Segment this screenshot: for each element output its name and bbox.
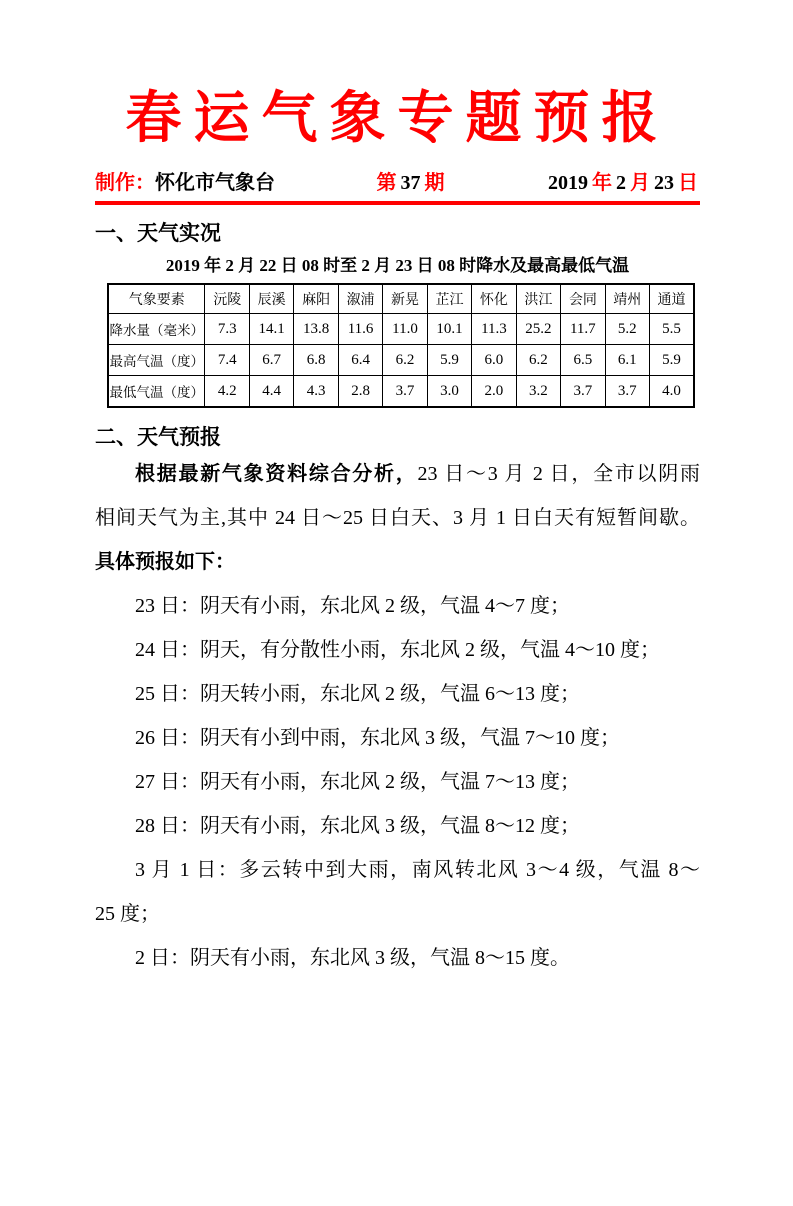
table-header-element: 气象要素 — [108, 284, 205, 314]
table-cell-value: 7.4 — [205, 345, 249, 376]
table-cell-value: 2.0 — [472, 376, 516, 408]
table-cell-value: 6.8 — [294, 345, 338, 376]
table-cell-value: 6.7 — [249, 345, 293, 376]
table-cell-value: 13.8 — [294, 314, 338, 345]
table-row-label: 最高气温（度） — [108, 345, 205, 376]
forecast-line-27: 27 日：阴天有小雨，东北风 2 级，气温 7～13 度； — [135, 771, 580, 793]
table-cell-value: 3.7 — [561, 376, 605, 408]
weather-table — [107, 283, 695, 408]
date-year: 2019 — [548, 172, 588, 194]
forecast-summary-line2: 相间天气为主,其中 24 日～25 日白天、3 月 1 日白天有短暂间歇。 — [95, 507, 700, 529]
table-cell-value: 14.1 — [249, 314, 293, 345]
table-cell-value: 5.9 — [650, 345, 694, 376]
table-cell-value: 11.7 — [561, 314, 605, 345]
issue-number — [375, 170, 447, 196]
forecast-line-25: 25 日：阴天转小雨，东北风 2 级，气温 6～13 度； — [135, 683, 580, 705]
forecast-line-mar1-b: 25 度； — [95, 903, 160, 925]
table-cell-value: 6.4 — [338, 345, 382, 376]
table-cell-value: 5.9 — [427, 345, 471, 376]
table-header-row — [108, 284, 694, 314]
table-cell-value: 7.3 — [205, 314, 249, 345]
table-header-station: 芷江 — [427, 284, 471, 314]
table-row — [108, 345, 694, 376]
table-cell-value: 11.3 — [472, 314, 516, 345]
table-cell-value: 3.7 — [605, 376, 649, 408]
table-cell-value: 6.2 — [516, 345, 560, 376]
table-cell-value: 10.1 — [427, 314, 471, 345]
issue-value: 37 — [400, 172, 421, 194]
table-cell-value: 6.0 — [472, 345, 516, 376]
forecast-line-24: 24 日：阴天，有分散性小雨，东北风 2 级，气温 4～10 度； — [135, 639, 660, 661]
table-cell-value: 25.2 — [516, 314, 560, 345]
table-header-station: 会同 — [561, 284, 605, 314]
forecast-summary-lead: 根据最新气象资料综合分析， — [135, 463, 418, 485]
table-cell-value: 4.4 — [249, 376, 293, 408]
date-day-unit: 日 — [678, 172, 698, 194]
date-month-unit: 月 — [630, 172, 650, 194]
table-cell-value: 3.2 — [516, 376, 560, 408]
table-cell-value: 11.6 — [338, 314, 382, 345]
date-day: 23 — [654, 172, 674, 194]
table-cell-value: 3.0 — [427, 376, 471, 408]
table-cell-value: 2.8 — [338, 376, 382, 408]
forecast-detail-heading: 具体预报如下： — [95, 551, 235, 573]
producer-label: 制作： — [95, 172, 155, 194]
issue-suffix: 期 — [424, 172, 445, 194]
table-cell-value: 6.2 — [383, 345, 427, 376]
document-page — [0, 84, 793, 980]
issue-date — [546, 170, 700, 196]
table-row-label: 最低气温（度） — [108, 376, 205, 408]
table-cell-value: 4.0 — [650, 376, 694, 408]
table-header-station: 靖州 — [605, 284, 649, 314]
table-header-station: 溆浦 — [338, 284, 382, 314]
table-header-station: 洪江 — [516, 284, 560, 314]
forecast-summary-rest: 23 日～3 月 2 日，全市以阴雨 — [417, 463, 700, 485]
forecast-line-mar1-a: 3 月 1 日：多云转中到大雨，南风转北风 3～4 级，气温 8～ — [135, 859, 700, 881]
forecast-line-23: 23 日：阴天有小雨，东北风 2 级，气温 4～7 度； — [135, 595, 570, 617]
table-row-label: 降水量（毫米） — [108, 314, 205, 345]
table-header-station: 沅陵 — [205, 284, 249, 314]
header-info-row — [95, 170, 700, 196]
section1-heading: 一、天气实况 — [95, 221, 221, 245]
forecast-summary-line1 — [95, 452, 700, 496]
header-divider — [95, 201, 700, 205]
table-header-station: 怀化 — [472, 284, 516, 314]
document-title: 春运气象专题预报 — [125, 88, 670, 150]
producer — [95, 170, 275, 196]
table-cell-value: 6.1 — [605, 345, 649, 376]
table-row — [108, 376, 694, 408]
forecast-line-mar2: 2 日：阴天有小雨，东北风 3 级，气温 8～15 度。 — [135, 947, 570, 969]
weather-table-title: 2019 年 2 月 22 日 08 时至 2 月 23 日 08 时降水及最高最低气温 — [165, 256, 630, 275]
table-row — [108, 314, 694, 345]
forecast-line-28: 28 日：阴天有小雨，东北风 3 级，气温 8～12 度； — [135, 815, 580, 837]
table-cell-value: 11.0 — [383, 314, 427, 345]
table-cell-value: 4.3 — [294, 376, 338, 408]
table-cell-value: 5.5 — [650, 314, 694, 345]
forecast-line-26: 26 日：阴天有小到中雨，东北风 3 级，气温 7～10 度； — [135, 727, 620, 749]
table-cell-value: 3.7 — [383, 376, 427, 408]
date-month: 2 — [616, 172, 626, 194]
date-year-unit: 年 — [592, 172, 612, 194]
issue-prefix: 第 — [376, 172, 397, 194]
section2-heading: 二、天气预报 — [95, 425, 221, 449]
table-header-station: 通道 — [650, 284, 694, 314]
table-header-station: 新晃 — [383, 284, 427, 314]
table-header-station: 麻阳 — [294, 284, 338, 314]
table-cell-value: 6.5 — [561, 345, 605, 376]
table-header-station: 辰溪 — [249, 284, 293, 314]
table-cell-value: 4.2 — [205, 376, 249, 408]
table-cell-value: 5.2 — [605, 314, 649, 345]
producer-value: 怀化市气象台 — [155, 172, 275, 194]
